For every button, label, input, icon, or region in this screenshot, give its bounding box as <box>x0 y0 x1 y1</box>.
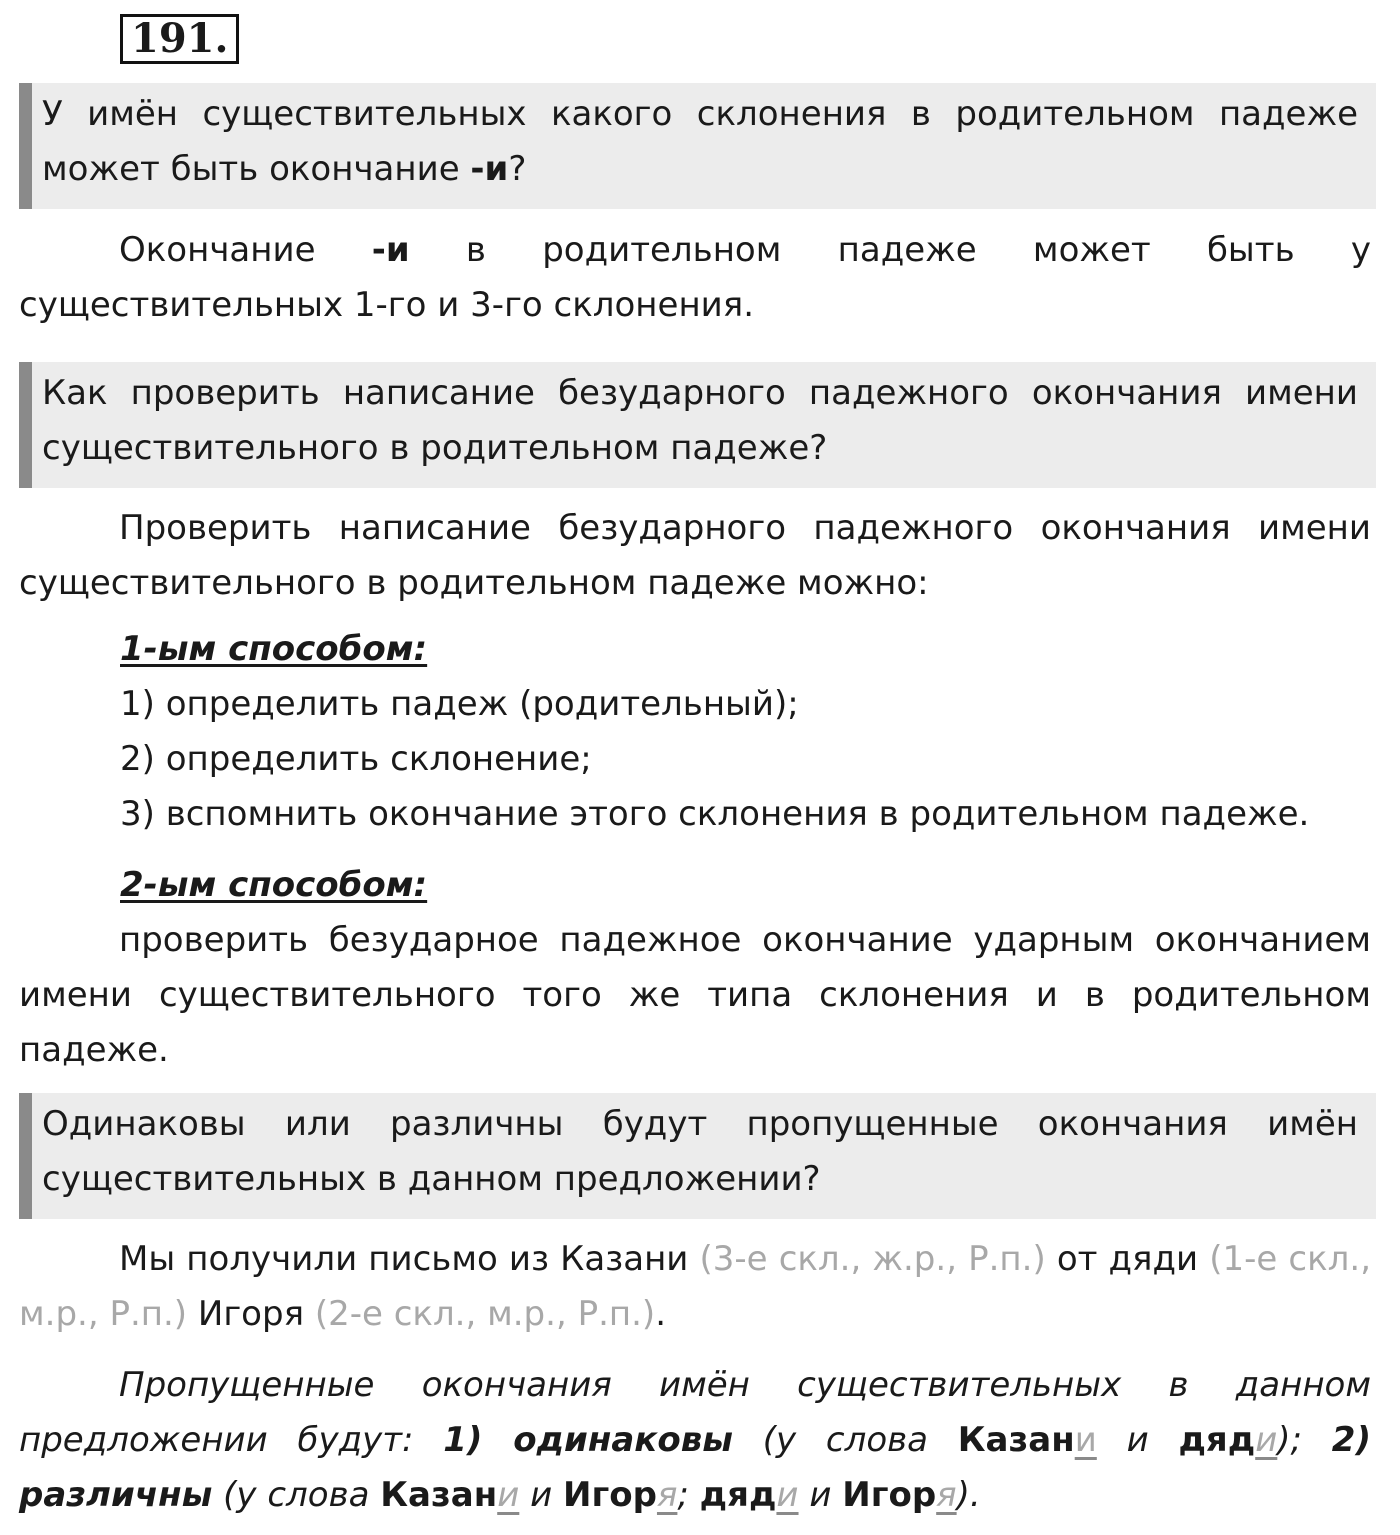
word-kazan-stem: Казан <box>957 1420 1075 1460</box>
conclusion-item-1-close: ); <box>1277 1420 1303 1460</box>
conclusion-semicolon: ; <box>677 1475 700 1515</box>
conclusion-and-3: и <box>798 1475 843 1515</box>
question-3-text: Одинаковы или различны будут пропущенные окончания имён существительных в данном предложении? <box>42 1104 1358 1199</box>
conclusion-item-1-label: 1) одинаковы <box>443 1420 733 1460</box>
answer-1-text-before: Окончание <box>119 230 372 270</box>
answer-2-intro-text: Проверить написание безударного падежного окончания имени существительного в родительном падеже можно: <box>19 508 1371 603</box>
sentence-note-3: (2-е скл., м.р., Р.п.) <box>314 1294 656 1334</box>
method-1-step-3 <box>120 787 1309 842</box>
question-1-ending: -и <box>470 149 509 189</box>
sentence-part-2: от дяди <box>1045 1239 1210 1279</box>
conclusion-item-2-label: 2) различны <box>19 1420 1371 1515</box>
answer-1 <box>19 223 1371 333</box>
question-box-2 <box>19 362 1376 488</box>
method-1-step-1-text: 1) определить падеж (родительный); <box>120 684 799 724</box>
word-igor-2-stem: Игор <box>842 1475 937 1515</box>
method-1-heading-text: 1-ым способом: <box>120 629 428 669</box>
method-1-step-1 <box>120 677 799 732</box>
method-1-step-2-text: 2) определить склонение; <box>120 739 592 779</box>
conclusion-item-1-open: (у слова <box>733 1420 958 1460</box>
sentence-part-3: Игоря <box>187 1294 315 1334</box>
word-kazan-ending: и <box>1074 1420 1097 1460</box>
conclusion-and-1: и <box>1096 1420 1179 1460</box>
word-kazan-2-ending: и <box>497 1475 520 1515</box>
word-igor-2-ending: я <box>936 1475 957 1515</box>
word-dyad-2-stem: дяд <box>699 1475 777 1515</box>
word-igor-ending: я <box>656 1475 678 1515</box>
example-sentence <box>19 1232 1371 1342</box>
word-dyad-stem: дяд <box>1178 1420 1256 1460</box>
method-2-heading-text: 2-ым способом: <box>120 865 428 905</box>
method-1-step-3-text: 3) вспомнить окончание этого склонения в родительном падеже. <box>120 794 1310 834</box>
word-igor-stem: Игор <box>563 1475 657 1515</box>
answer-1-text-after: в родительном падеже может быть у существительных 1-го и 3-го склонения. <box>19 230 1371 325</box>
method-2-text <box>19 913 1371 1078</box>
task-number-text: 191. <box>131 15 229 62</box>
word-kazan-2-stem: Казан <box>380 1475 498 1515</box>
word-dyad-2-ending: и <box>776 1475 799 1515</box>
question-box-3 <box>19 1093 1376 1219</box>
word-dyad-ending: и <box>1255 1420 1278 1460</box>
method-1-heading <box>120 622 427 677</box>
method-1-step-2 <box>120 732 592 787</box>
answer-1-ending: -и <box>371 230 410 270</box>
question-2-text: Как проверить написание безударного падежного окончания имени существительного в родительном падеже? <box>42 373 1358 468</box>
question-1-qmark: ? <box>508 149 527 189</box>
sentence-note-1: (3-е скл., ж.р., Р.п.) <box>699 1239 1046 1279</box>
question-1-text: У имён существительных какого склонения в родительном падеже может быть окончание <box>42 94 1358 189</box>
conclusion-intro: Пропущенные окончания имён существительных в данном предложении будут: <box>19 1365 1371 1460</box>
conclusion-item-2-open: (у слова <box>212 1475 381 1515</box>
method-2-text-content: проверить безударное падежное окончание ударным окончанием имени существительного того же типа склонения и в родительном падеже. <box>19 920 1371 1070</box>
conclusion <box>19 1358 1371 1523</box>
sentence-note-2: (1-е скл., м.р., Р.п.) <box>19 1239 1371 1334</box>
sentence-end: . <box>655 1294 666 1334</box>
question-box-1 <box>19 83 1376 209</box>
conclusion-and-2: и <box>519 1475 564 1515</box>
sentence-part-1: Мы получили письмо из Казани <box>119 1239 700 1279</box>
conclusion-item-2-close: ). <box>956 1475 981 1515</box>
task-number <box>120 14 239 64</box>
answer-2-intro <box>19 501 1371 611</box>
method-2-heading <box>120 858 427 913</box>
